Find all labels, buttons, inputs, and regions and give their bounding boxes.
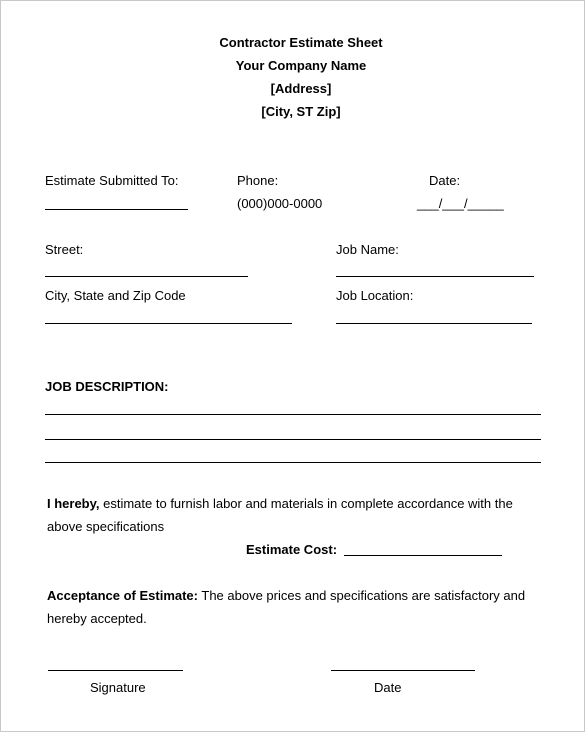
phone-value[interactable]: (000)000-0000: [237, 196, 323, 211]
acceptance-text: The above prices and specifications are satisfactory and: [198, 588, 526, 603]
city-state-zip-line[interactable]: [45, 323, 292, 324]
date-value[interactable]: ___/___/_____: [417, 196, 504, 211]
submitted-to-line[interactable]: [45, 209, 188, 210]
document-title: Contractor Estimate Sheet: [219, 35, 383, 50]
job-name-line[interactable]: [336, 276, 534, 277]
acceptance-line-1: [47, 584, 525, 607]
company-city: [City, ST Zip]: [261, 104, 341, 119]
statement-text: estimate to furnish labor and materials in complete accordance with the: [99, 496, 513, 511]
estimate-cost-line[interactable]: [344, 555, 502, 556]
city-state-zip-label: City, State and Zip Code: [45, 288, 186, 303]
signature-date-line[interactable]: [331, 670, 475, 671]
street-label: Street:: [45, 242, 84, 257]
job-description-line[interactable]: [45, 439, 541, 440]
company-address: [Address]: [270, 81, 332, 96]
statement-lead: I hereby,: [47, 496, 100, 511]
job-name-label: Job Name:: [336, 242, 399, 257]
job-description-line[interactable]: [45, 414, 541, 415]
signature-date-label: Date: [374, 680, 402, 695]
company-name: Your Company Name: [235, 58, 367, 73]
submitted-to-label: Estimate Submitted To:: [45, 173, 179, 188]
job-location-line[interactable]: [336, 323, 532, 324]
statement-line-1: [47, 492, 513, 515]
statement-line-2: above specifications: [47, 519, 165, 534]
signature-label: Signature: [90, 680, 146, 695]
job-location-label: Job Location:: [336, 288, 414, 303]
date-label: Date:: [429, 173, 461, 188]
phone-label: Phone:: [237, 173, 279, 188]
acceptance-lead: Acceptance of Estimate:: [47, 588, 198, 603]
acceptance-line-2: hereby accepted.: [47, 611, 147, 626]
job-description-line[interactable]: [45, 462, 541, 463]
job-description-heading: JOB DESCRIPTION:: [45, 379, 169, 394]
signature-line[interactable]: [48, 670, 183, 671]
street-line[interactable]: [45, 276, 248, 277]
estimate-cost-label: Estimate Cost:: [246, 542, 338, 557]
